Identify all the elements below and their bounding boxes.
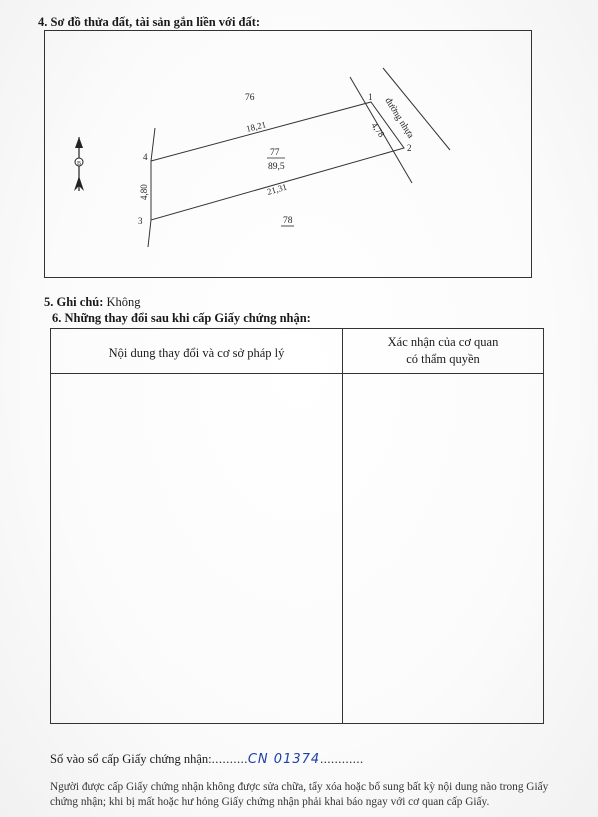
- table-header-confirmation-line1: Xác nhận của cơ quan: [387, 335, 499, 349]
- registration-label: Số vào sổ cấp Giấy chứng nhận:: [50, 752, 212, 766]
- north-arrow-head: [75, 137, 83, 148]
- table-header-confirmation: [343, 334, 543, 368]
- section-5-note: [44, 295, 141, 310]
- boundary-ext-south: [148, 220, 151, 247]
- section-4-title: 4. Sơ đồ thửa đất, tài sản gắn liền với đất:: [38, 15, 261, 29]
- edge-top-length: 18,21: [245, 119, 268, 134]
- boundary-ext-north: [151, 128, 155, 161]
- section-6-title: 6. Những thay đổi sau khi cấp Giấy chứng nhận:: [52, 311, 311, 325]
- parcel-map: [0, 0, 598, 300]
- edge-right-length: 4,78: [369, 120, 387, 140]
- parcel-boundary: [151, 102, 404, 220]
- edge-left-length: 4,80: [139, 184, 149, 200]
- edge-bottom-length: 21,31: [265, 181, 289, 197]
- vertex-1-label: 1: [368, 92, 373, 102]
- section-5-label: 5. Ghi chú:: [44, 295, 104, 309]
- road-label: đường nhựa: [382, 96, 416, 141]
- parcel-78-label: 78: [283, 216, 293, 226]
- registration-dots-after: ............: [320, 752, 364, 766]
- parcel-77-number: 77: [270, 148, 280, 158]
- registration-number: CN 01374: [247, 752, 321, 767]
- parcel-76-label: 76: [245, 93, 255, 103]
- vertex-4-label: 4: [143, 152, 148, 162]
- table-header-divider: [51, 373, 543, 374]
- table-column-divider: [342, 329, 343, 723]
- registration-dots-before: ..........: [211, 752, 248, 766]
- section-5-value: Không: [106, 295, 141, 309]
- north-letter: B: [76, 161, 82, 167]
- registration-line: [50, 752, 364, 767]
- table-header-content: Nội dung thay đổi và cơ sở pháp lý: [108, 346, 285, 360]
- north-arrow-icon: [74, 137, 84, 191]
- changes-table: [50, 328, 544, 724]
- parcel-77-area: 89,5: [268, 162, 285, 172]
- footer-note: Người được cấp Giấy chứng nhận không được sửa chữa, tẩy xóa hoặc bổ sung bất kỳ nội dung nào trong Giấy chứng nhận; khi bị mất hoặc hư hỏng Giấy chứng nhận phải khai báo ngay với cơ quan cấp Giấy.: [50, 781, 549, 808]
- table-header-confirmation-line2: có thẩm quyền: [406, 352, 480, 366]
- vertex-2-label: 2: [407, 143, 412, 153]
- vertex-3-label: 3: [138, 216, 143, 226]
